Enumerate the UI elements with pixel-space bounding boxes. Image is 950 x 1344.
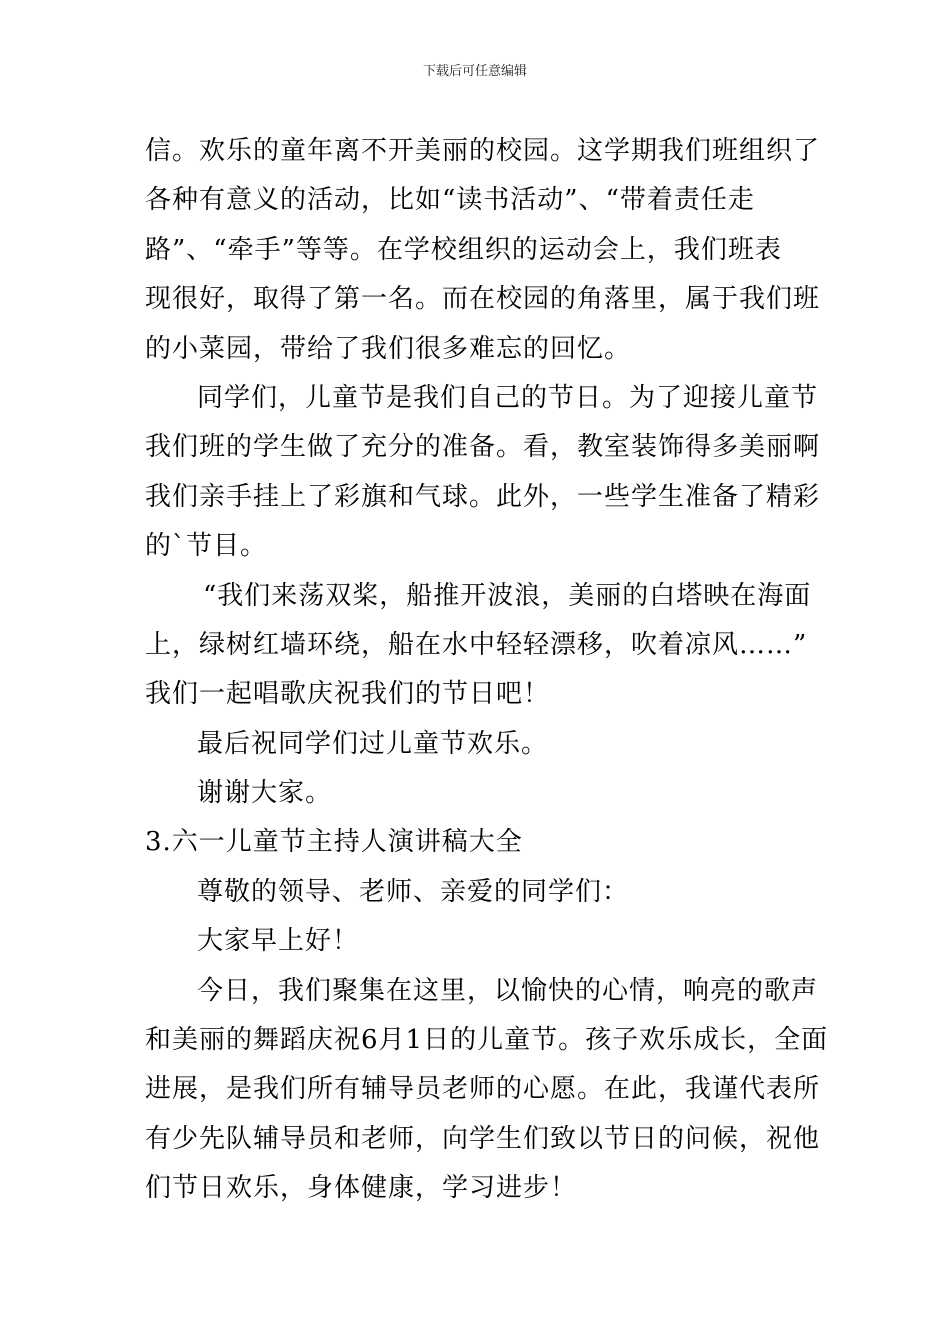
text-line: 有少先队辅导员和老师，向学生们致以节日的问候，祝他 — [145, 1123, 821, 1154]
paragraph-start: 最后祝同学们过儿童节欢乐。 — [197, 728, 549, 759]
text-line: 我们一起唱歌庆祝我们的节日吧！ — [145, 679, 551, 710]
greeting: 大家早上好！ — [197, 926, 360, 957]
text-line: 各种有意义的活动，比如“读书活动”、“带着责任走 — [145, 185, 755, 216]
text-line: 我们班的学生做了充分的准备。看，教室装饰得多美丽啊 — [145, 432, 821, 463]
paragraph-start: “我们来荡双桨，船推开波浪，美丽的白塔映在海面 — [203, 580, 812, 611]
paragraph-start: 今日，我们聚集在这里，以愉快的心情，响亮的歌声 — [197, 975, 819, 1006]
text-line: 现很好，取得了第一名。而在校园的角落里，属于我们班 — [145, 284, 821, 315]
paragraph-start: 谢谢大家。 — [197, 778, 333, 809]
salutation: 尊敬的领导、老师、亲爱的同学们： — [197, 876, 630, 907]
document-body — [145, 127, 829, 1214]
text-line: 进展，是我们所有辅导员老师的心愿。在此，我谨代表所 — [145, 1074, 821, 1105]
text-line: 路”、“牵手”等等。在学校组织的运动会上，我们班表 — [145, 234, 782, 265]
text-line: 的`节目。 — [145, 531, 268, 562]
text-line: 的小菜园，带给了我们很多难忘的回忆。 — [145, 333, 632, 364]
paragraph-start: 同学们，儿童节是我们自己的节日。为了迎接儿童节 — [197, 382, 819, 413]
section-heading: 3.六一儿童节主持人演讲稿大全 — [145, 827, 523, 858]
text-line: 们节日欢乐，身体健康，学习进步！ — [145, 1173, 578, 1204]
text-line: 和美丽的舞蹈庆祝6月1日的儿童节。孩子欢乐成长，全面 — [145, 1025, 829, 1056]
text-line: 上，绿树红墙环绕，船在水中轻轻漂移，吹着凉风……” — [145, 629, 808, 660]
text-line: 我们亲手挂上了彩旗和气球。此外，一些学生准备了精彩 — [145, 481, 821, 512]
page-header: 下载后可任意编辑 — [422, 64, 527, 79]
text-line: 信。欢乐的童年离不开美丽的校园。这学期我们班组织了 — [145, 136, 821, 166]
